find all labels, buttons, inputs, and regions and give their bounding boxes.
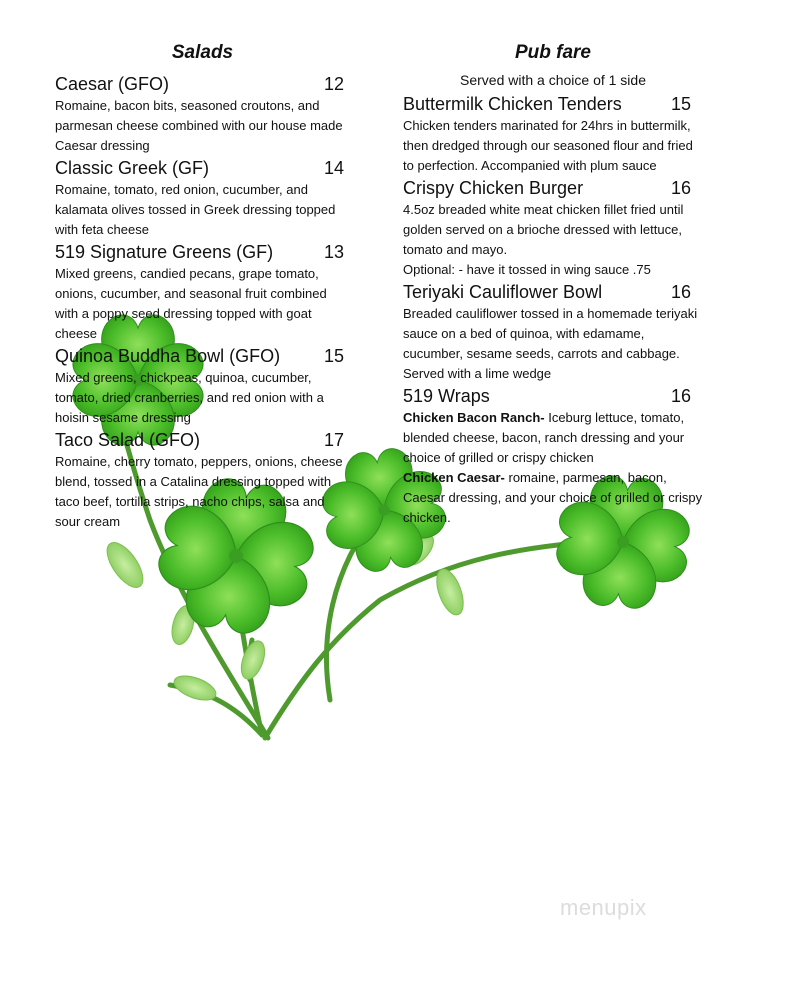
item-price: 16 (670, 282, 691, 302)
pubfare-column (403, 40, 703, 528)
menu-item (403, 176, 703, 280)
item-description: Romaine, bacon bits, seasoned croutons, and parmesan cheese combined with our house made Caesar dressing (55, 98, 343, 153)
item-price: 15 (670, 94, 691, 114)
item-description: Breaded cauliflower tossed in a homemade teriyaki sauce on a bed of quinoa, with edamame, cucumber, sesame seeds, carrots and cabbage. Served with a lime wedge (403, 306, 698, 381)
item-description: Romaine, tomato, red onion, cucumber, and kalamata olives tossed in Greek dressing topped with feta cheese (55, 182, 336, 237)
item-name: 519 Wraps (403, 386, 490, 406)
menu-item (55, 240, 350, 344)
pubfare-subtitle: Served with a choice of 1 side (460, 72, 646, 88)
item-price: 14 (323, 158, 344, 178)
item-name: 519 Signature Greens (GF) (55, 242, 274, 262)
pubfare-heading: Pub fare (514, 42, 592, 63)
item-name: Quinoa Buddha Bowl (GFO) (55, 346, 281, 366)
wrap-option (403, 408, 703, 468)
item-price: 13 (323, 242, 344, 262)
wrap-option (403, 468, 703, 528)
item-description: Chicken tenders marinated for 24hrs in buttermilk, then dredged through our seasoned flour and fried to perfection. Accompanied with plum sauce (403, 118, 693, 173)
item-description: Mixed greens, chickpeas, quinoa, cucumber, tomato, dried cranberries, and red onion with a hoisin sesame dressing (55, 370, 324, 425)
item-name: Crispy Chicken Burger (403, 178, 584, 198)
item-name: Taco Salad (GFO) (55, 430, 201, 450)
item-price: 17 (323, 430, 344, 450)
menu-item (55, 344, 350, 428)
menu-item (403, 280, 703, 384)
wrap-option-label: Chicken Bacon Ranch- (403, 410, 545, 425)
menu-item (403, 384, 703, 528)
item-price: 16 (670, 386, 691, 406)
wrap-option-text: romaine, parmesan, bacon, Caesar dressing, and your choice of grilled or crispy chicken. (403, 470, 703, 525)
menu-item (403, 92, 703, 176)
menu-item (55, 72, 350, 156)
item-note: Optional: - have it tossed in wing sauce .75 (403, 262, 651, 277)
wrap-option-text: Iceburg lettuce, tomato, blended cheese, bacon, ranch dressing and your choice of grilled or crispy chicken (403, 410, 685, 465)
item-description: Romaine, cherry tomato, peppers, onions, cheese blend, tossed in a Catalina dressing topped with taco beef, tortilla strips, nacho chips, salsa and sour cream (55, 454, 343, 529)
item-description: 4.5oz breaded white meat chicken fillet fried until golden served on a brioche dressed with lettuce, tomato and mayo. (403, 202, 684, 257)
watermark: menupix (560, 895, 647, 920)
salads-heading: Salads (171, 42, 234, 63)
item-name: Caesar (GFO) (55, 74, 170, 94)
item-price: 12 (323, 74, 344, 94)
salads-column (55, 40, 350, 532)
item-name: Teriyaki Cauliflower Bowl (403, 282, 603, 302)
menu-item (55, 428, 350, 532)
item-name: Buttermilk Chicken Tenders (403, 94, 622, 114)
item-price: 15 (323, 346, 344, 366)
wrap-option-label: Chicken Caesar- (403, 470, 505, 485)
item-description: Mixed greens, candied pecans, grape tomato, onions, cucumber, and seasonal fruit combined with a poppy seed dressing topped with goat cheese (55, 266, 327, 341)
item-price: 16 (670, 178, 691, 198)
item-name: Classic Greek (GF) (55, 158, 210, 178)
menu-item (55, 156, 350, 240)
